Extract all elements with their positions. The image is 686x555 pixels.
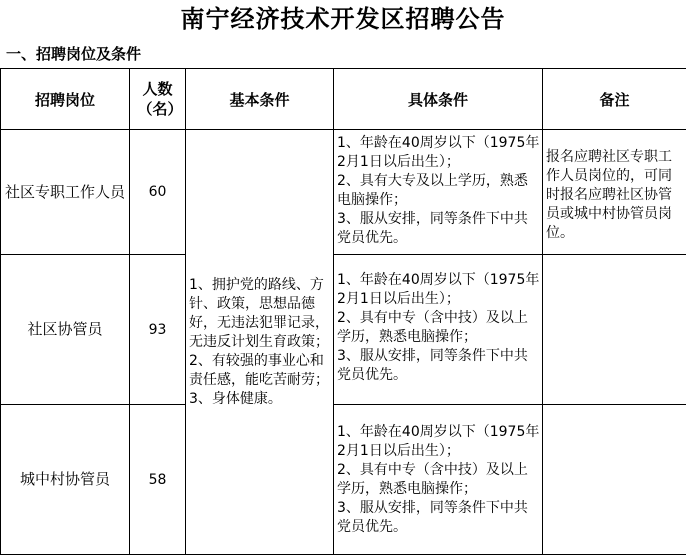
basic-conditions-cell (186, 130, 334, 555)
position-cell: 社区专职工作人员 (1, 130, 130, 255)
table-row (1, 130, 686, 255)
count-cell: 58 (130, 405, 186, 555)
header-position: 招聘岗位 (1, 69, 130, 130)
table-header-row (1, 69, 686, 130)
count-cell: 93 (130, 255, 186, 405)
header-count (130, 69, 186, 130)
specific-conditions-text: 1、年龄在40周岁以下（1975年2月1日以后出生）； 2、具有中专（含中技）及以上学历，熟悉电脑操作； 3、服从安排，同等条件下中共党员优先。 (337, 423, 540, 537)
section-heading: 一、招聘岗位及条件 (0, 42, 141, 66)
specific-conditions-text: 1、年龄在40周岁以下（1975年2月1日以后出生）； 2、具有大专及以上学历，熟悉电脑操作； 3、服从安排，同等条件下中共党员优先。 (337, 134, 540, 248)
specific-conditions-text: 1、年龄在40周岁以下（1975年2月1日以后出生）； 2、具有中专（含中技）及以上学历，熟悉电脑操作； 3、服从安排，同等条件下中共党员优先。 (337, 271, 540, 385)
table-row (1, 255, 686, 405)
basic-conditions-text: 1、拥护党的路线、方针、政策，思想品德好，无违法犯罪记录，无违反计划生育政策； 2、有较强的事业心和责任感，能吃苦耐劳； 3、身体健康。 (189, 276, 331, 409)
specific-conditions-cell (334, 405, 543, 555)
header-basic: 基本条件 (186, 69, 334, 130)
recruitment-table (0, 68, 686, 555)
remark-cell (543, 255, 686, 405)
remark-cell (543, 130, 686, 255)
remark-text: 报名应聘社区专职工作人员岗位的，可同时报名应聘社区协管员或城中村协管员岗位。 (546, 148, 684, 243)
specific-conditions-cell (334, 130, 543, 255)
header-remark: 备注 (543, 69, 686, 130)
header-count-label: 人数（名） (138, 79, 178, 119)
page-title: 南宁经济技术开发区招聘公告 (0, 0, 686, 38)
position-cell: 城中村协管员 (1, 405, 130, 555)
table-row (1, 405, 686, 555)
header-specific: 具体条件 (334, 69, 543, 130)
remark-cell (543, 405, 686, 555)
position-cell: 社区协管员 (1, 255, 130, 405)
specific-conditions-cell (334, 255, 543, 405)
count-cell: 60 (130, 130, 186, 255)
